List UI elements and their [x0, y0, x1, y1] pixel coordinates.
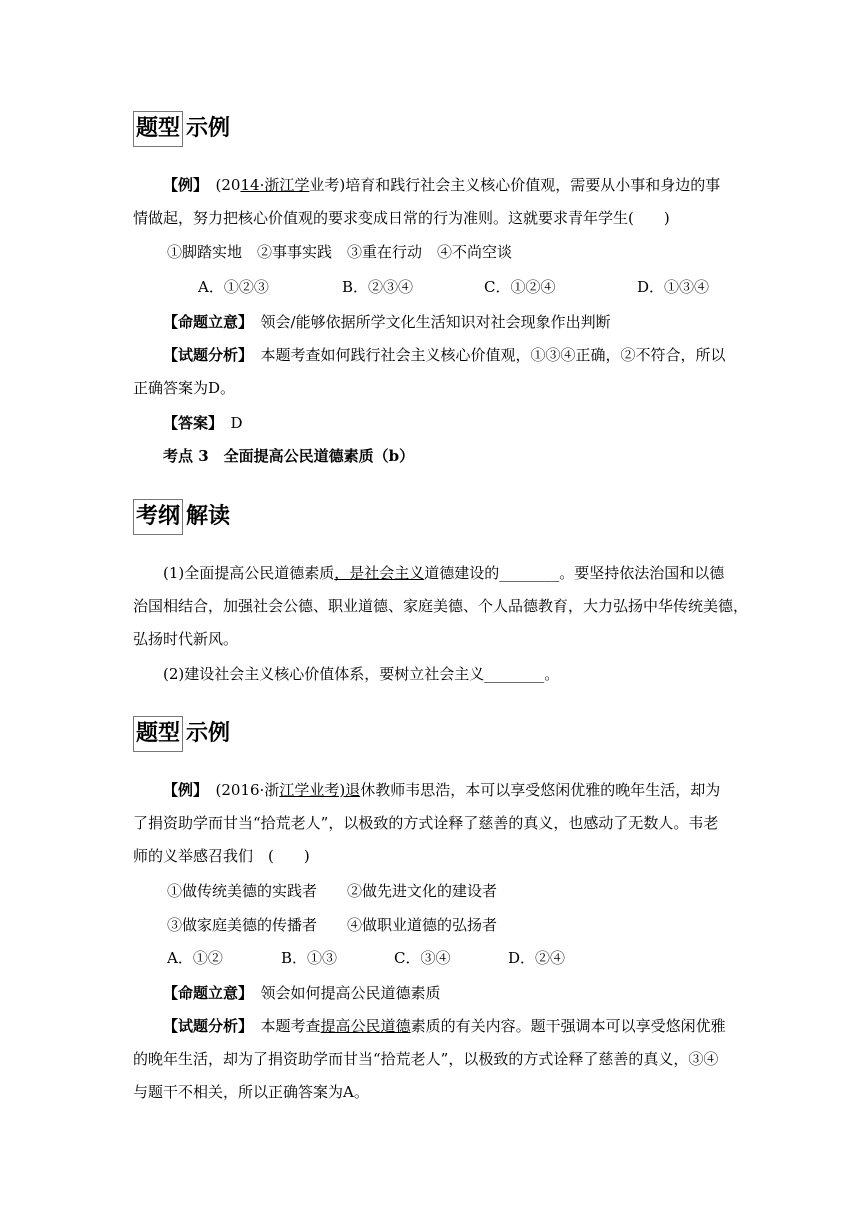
heading-label: 示例 [186, 116, 231, 141]
analysis-1-line-1 [163, 345, 726, 365]
outline-p1-line-1: (1)全面提高公民道德素质，是社会主义道德建设的________。要坚持依法治国和以德 [163, 564, 725, 582]
section-heading-example-1 [133, 110, 230, 148]
heading-boxed-label: 题型 [133, 111, 183, 147]
example-source: (2016·浙江学业考)退 [215, 781, 361, 799]
intent-tag: 【命题立意】 [163, 984, 246, 1002]
outline-p1-line-3: 弘扬时代新风。 [133, 630, 239, 648]
intent-2 [163, 983, 441, 1003]
analysis-2-line-3: 与题干不相关，所以正确答案为A。 [133, 1083, 369, 1101]
section-heading-example-2 [133, 715, 230, 753]
example-tag: 【例】 [163, 176, 201, 194]
example-text: 休教师韦思浩，本可以享受悠闲优雅的晚年生活，却为 [360, 781, 721, 799]
intent-tag: 【命题立意】 [163, 313, 246, 331]
example-2-statements-1: ①做传统美德的实践者 ②做先进文化的建设者 [167, 882, 498, 900]
heading-boxed-label: 考纲 [133, 499, 183, 535]
intent-text: 领会/能够依据所学文化生活知识对社会现象作出判断 [260, 313, 611, 331]
example-text: 培育和践行社会主义核心价值观，需要从小事和身边的事 [345, 176, 721, 194]
analysis-text: 本题考查如何践行社会主义核心价值观，①③④正确，②不符合，所以 [260, 346, 726, 364]
analysis-2-line-2: 的晚年生活，却为了捐资助学而甘当“拾荒老人”，以极致的方式诠释了慈善的真义，③④ [133, 1050, 719, 1068]
heading-label: 示例 [186, 721, 231, 746]
option-b: B．①③ [281, 949, 338, 967]
example-2-statements-2: ③做家庭美德的传播者 ④做职业道德的弘扬者 [167, 916, 498, 934]
option-b: B．②③④ [342, 278, 414, 296]
answer-tag: 【答案】 [163, 414, 216, 432]
example-1-line-2: 情做起，努力把核心价值观的要求变成日常的行为准则。这就要求青年学生( ) [133, 209, 670, 227]
example-1-statements: ①脚踏实地 ②事事实践 ③重在行动 ④不尚空谈 [167, 243, 513, 261]
example-2-line-1 [163, 780, 720, 800]
analysis-2-line-1: 【试题分析】 本题考查提高公民道德素质的有关内容。题干强调本可以享受悠闲优雅 [163, 1017, 726, 1035]
outline-p1-line-2: 治国相结合，加强社会公德、职业道德、家庭美德、个人品德教育，大力弘扬中华传统美德， [133, 597, 749, 615]
option-c: C．①②④ [484, 278, 556, 296]
heading-label: 解读 [186, 504, 231, 529]
example-2-line-3: 师的义举感召我们 ( ) [133, 847, 310, 865]
option-a: A．①② [167, 949, 223, 967]
section-heading-outline [133, 498, 230, 536]
analysis-tag: 【试题分析】 [163, 1017, 246, 1035]
kaodian-title: 考点 3 全面提高公民道德素质（b） [163, 447, 415, 465]
example-tag: 【例】 [163, 781, 201, 799]
example-source: (2014·浙江学业考) [215, 176, 346, 194]
answer-1 [163, 413, 243, 433]
option-c: C．③④ [394, 949, 451, 967]
example-2-line-2: 了捐资助学而甘当“拾荒老人”，以极致的方式诠释了慈善的真义，也感动了无数人。韦老 [133, 814, 719, 832]
intent-1 [163, 312, 611, 332]
analysis-1-line-2: 正确答案为D。 [133, 379, 236, 397]
option-a: A．①②③ [198, 278, 269, 296]
option-d: D．②④ [508, 949, 566, 967]
option-d: D．①③④ [637, 278, 710, 296]
outline-p2: (2)建设社会主义核心价值体系，要树立社会主义________。 [163, 665, 560, 683]
analysis-tag: 【试题分析】 [163, 346, 246, 364]
heading-boxed-label: 题型 [133, 716, 183, 752]
answer-text: D [230, 414, 243, 432]
intent-text: 领会如何提高公民道德素质 [260, 984, 441, 1002]
example-1-line-1 [163, 175, 720, 195]
